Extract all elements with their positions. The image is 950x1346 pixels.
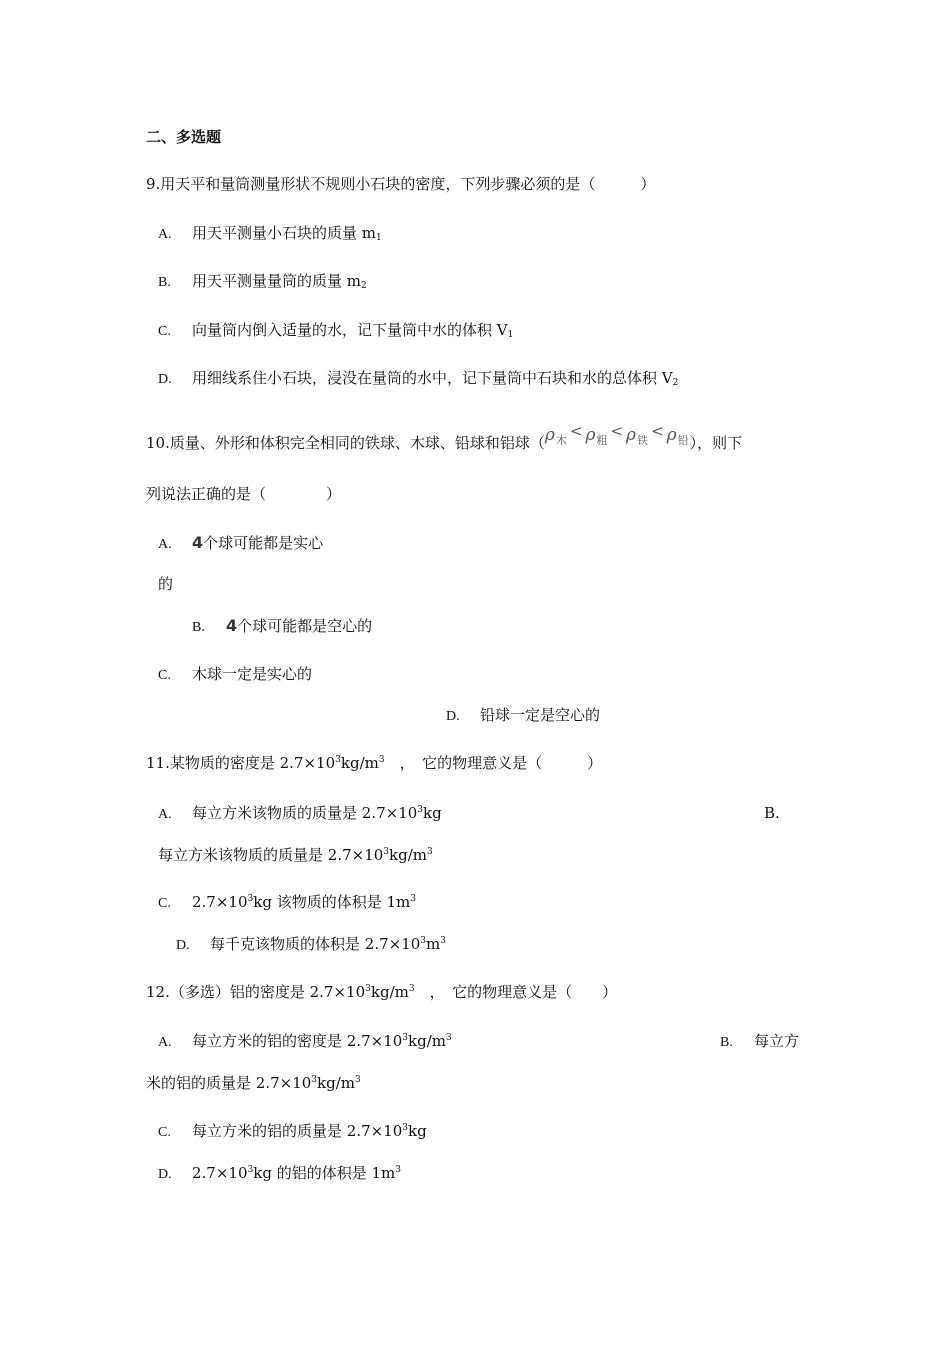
option-label: D. bbox=[176, 938, 190, 953]
question-12-option-b-head: B. 每立方 bbox=[720, 1031, 799, 1053]
subscript: 2 bbox=[361, 281, 367, 291]
option-number: 4 bbox=[226, 616, 238, 635]
subscript: 1 bbox=[376, 233, 382, 243]
question-10-option-c bbox=[158, 664, 312, 686]
question-11-option-b-text: 每立方米该物质的质量是 $2.7\times 10^3kg/m^3$ bbox=[158, 846, 433, 864]
question-12-stem: 12.（多选）铝的密度是 $2.7\times 10^3kg/m^3$ ， 它的物理意义是（ ） bbox=[146, 983, 618, 1001]
stem-text-end: ），则下 bbox=[689, 434, 743, 452]
option-label: C. bbox=[158, 324, 171, 339]
option-label: A. bbox=[158, 1035, 172, 1050]
subscript: 1 bbox=[507, 330, 514, 340]
option-label: B. bbox=[158, 275, 171, 290]
question-11-stem: 11.某物质的密度是 $2.7\times 10^3kg/m^3$ ， 它的物理意义是（ ） bbox=[146, 754, 603, 772]
option-text: 用天平测量小石块的质量 m bbox=[192, 224, 376, 242]
option-label: B. bbox=[192, 620, 205, 635]
question-9-option-d bbox=[158, 368, 678, 390]
question-12-option-c: C. 每立方米的铝的质量是 $2.7\times 10^3kg$ bbox=[158, 1121, 427, 1143]
question-12-option-b-text: 米的铝的质量是 $2.7\times 10^3kg/m^3$ bbox=[146, 1074, 361, 1092]
option-label: D. bbox=[158, 1167, 172, 1182]
option-label: C. bbox=[158, 668, 171, 683]
question-11-option-b-label: B. bbox=[764, 804, 780, 822]
question-11-option-c: C. $2.7\times 10^3kg$ 该物质的体积是 $1m^3$ bbox=[158, 892, 416, 914]
option-label: C. bbox=[158, 1125, 171, 1140]
question-10-option-a bbox=[158, 533, 323, 555]
option-label: C. bbox=[158, 896, 171, 911]
option-label: B. bbox=[720, 1035, 733, 1050]
density-inequality-formula: $\rho_木< \rho_粗< \rho_铁< \rho_铅$ bbox=[544, 422, 690, 447]
question-10-option-b bbox=[192, 616, 372, 638]
option-label: D. bbox=[158, 372, 172, 387]
question-12-option-a: A. 每立方米的铝的密度是 $2.7\times 10^3kg/m^3$ bbox=[158, 1031, 452, 1053]
option-text: 个球可能都是空心的 bbox=[237, 617, 373, 635]
option-label: A. bbox=[158, 537, 172, 552]
option-text: 木球一定是实心的 bbox=[192, 665, 313, 683]
question-10-option-d bbox=[446, 705, 600, 727]
question-9-option-c bbox=[158, 320, 513, 342]
option-number: 4 bbox=[192, 533, 204, 552]
option-text: 用天平测量量筒的质量 m bbox=[192, 272, 361, 290]
subscript: 2 bbox=[672, 378, 679, 388]
question-10-option-a-wrap: 的 bbox=[158, 575, 174, 593]
option-text: 个球可能都是实心 bbox=[203, 534, 324, 552]
question-10-stem bbox=[146, 422, 743, 459]
stem-text: 10.质量、外形和体积完全相同的铁球、木球、铅球和铝球（ bbox=[146, 434, 545, 452]
option-label: A. bbox=[158, 807, 172, 822]
option-label: D. bbox=[446, 709, 460, 724]
question-9-option-b bbox=[158, 271, 367, 293]
question-11-option-a: A. 每立方米该物质的质量是 $2.7\times 10^3kg$ bbox=[158, 803, 442, 825]
question-9-stem: 9.用天平和量筒测量形状不规则小石块的密度，下列步骤必须的是（ ） bbox=[146, 175, 656, 193]
question-12-option-d: D. $2.7\times 10^3kg$ 的铝的体积是 $1m^3$ bbox=[158, 1163, 401, 1185]
question-11-option-d: D. 每千克该物质的体积是 $2.7\times 10^3m^3$ bbox=[176, 934, 446, 956]
question-9-option-a bbox=[158, 223, 382, 245]
option-text: 向量筒内倒入适量的水，记下量筒中水的体积 V bbox=[192, 321, 508, 339]
question-10-stem-line2: 列说法正确的是（ ） bbox=[146, 485, 342, 503]
option-text: 用细线系住小石块，浸没在量筒的水中，记下量筒中石块和水的总体积 V bbox=[192, 369, 673, 387]
option-text: 铅球一定是空心的 bbox=[480, 706, 601, 724]
option-label: A. bbox=[158, 227, 172, 242]
section-title: 二、多选题 bbox=[146, 128, 222, 146]
